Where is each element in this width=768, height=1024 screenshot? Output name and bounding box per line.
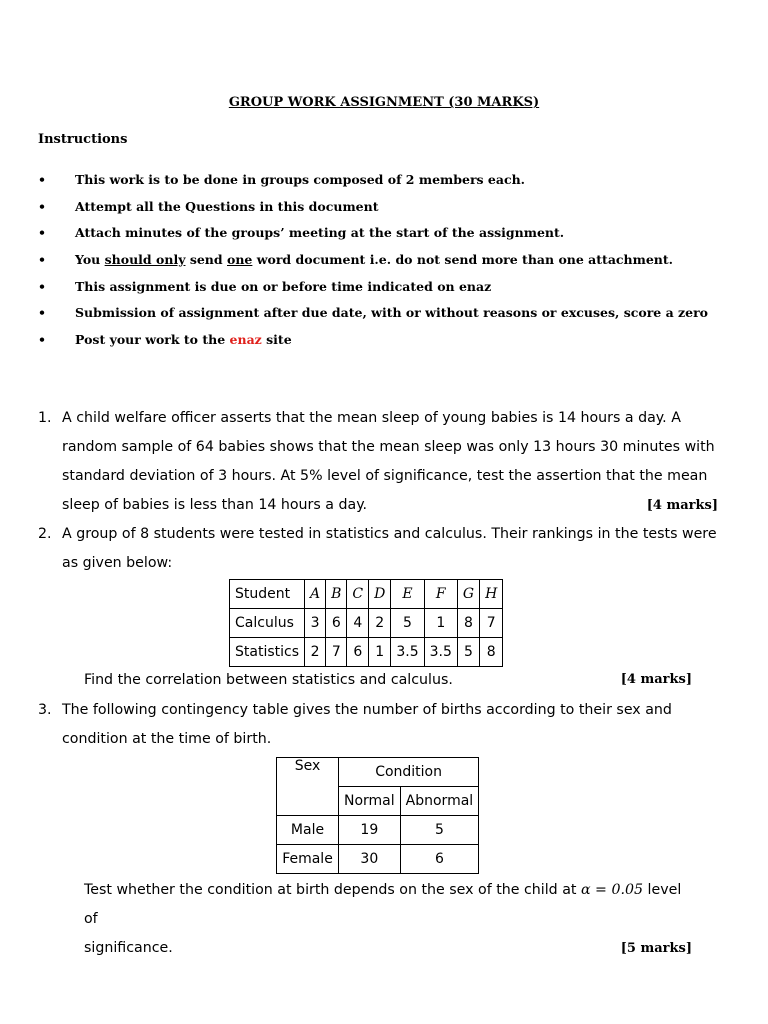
table-header-cell: C <box>347 580 369 609</box>
table-cell: Calculus <box>230 609 305 638</box>
table-cell: 3.5 <box>424 638 457 667</box>
table-cell: 5 <box>400 816 479 845</box>
table-header-cell: Sex <box>277 758 339 816</box>
table-cell: 1 <box>369 638 391 667</box>
rankings-table <box>229 579 503 667</box>
question-text: Test whether the condition at birth depends on the sex of the child at <box>84 882 581 898</box>
list-item: • Submission of assignment after due date, with or without reasons or excuses, score a zero <box>38 305 709 321</box>
contingency-table <box>276 757 479 874</box>
question-text: Find the correlation between statistics and calculus. <box>84 672 453 688</box>
question-3 <box>38 696 718 754</box>
table-cell: 7 <box>480 609 503 638</box>
bullet-icon: • <box>38 252 46 268</box>
question-2-instruction <box>84 672 692 688</box>
list-item: • Post your work to the enaz site <box>38 332 292 348</box>
question-3-instruction <box>84 876 692 963</box>
question-text: A child welfare officer asserts that the mean sleep of young babies is 14 hours a day. A random sample of 64 babies shows that the mean sleep was only 13 hours 30 minutes with standard deviation of 3 hours. At 5% level of significance, test the assertion that the mean sleep of babies is less than 14 hours a day. <box>62 410 715 513</box>
bullet-icon: • <box>38 198 46 214</box>
table-header-cell: Condition <box>339 758 479 787</box>
table-header-cell: F <box>424 580 457 609</box>
table-cell: 7 <box>326 638 347 667</box>
table-cell: 8 <box>480 638 503 667</box>
table-cell: 19 <box>339 816 401 845</box>
table-cell: 8 <box>457 609 479 638</box>
list-item: • This work is to be done in groups composed of 2 members each. <box>38 172 526 187</box>
table-header-cell: B <box>326 580 347 609</box>
table-header-cell: G <box>457 580 479 609</box>
table-header-cell: D <box>369 580 391 609</box>
table-cell: 6 <box>347 638 369 667</box>
question-1 <box>38 404 718 520</box>
question-text: significance. <box>84 940 173 956</box>
instructions-list <box>38 172 738 359</box>
bullet-icon: • <box>38 332 46 348</box>
table-header-cell: Student <box>230 580 305 609</box>
table-cell: 2 <box>305 638 326 667</box>
question-number: 1. <box>38 410 52 426</box>
question-text: level of <box>84 882 682 927</box>
list-item: • This assignment is due on or before time indicated on enaz <box>38 278 492 294</box>
table-cell: 30 <box>339 845 401 874</box>
table-cell: 4 <box>347 609 369 638</box>
table-cell: 6 <box>326 609 347 638</box>
table-cell: 2 <box>369 609 391 638</box>
marks-label: [5 marks] <box>620 941 692 956</box>
marks-label: [4 marks] <box>646 498 718 513</box>
table-cell: Male <box>277 816 339 845</box>
table-header-cell: Normal <box>339 787 401 816</box>
question-number: 3. <box>38 702 52 718</box>
table-header-cell: E <box>391 580 424 609</box>
question-text: The following contingency table gives the number of births according to their sex and condition at the time of birth. <box>62 702 672 747</box>
question-number: 2. <box>38 526 52 542</box>
question-text: A group of 8 students were tested in statistics and calculus. Their rankings in the tests were as given below: <box>62 526 717 571</box>
table-cell: 5 <box>457 638 479 667</box>
list-item: • You should only send one word document i.e. do not send more than one attachment. <box>38 252 674 268</box>
table-row <box>277 816 479 845</box>
instructions-heading: Instructions <box>38 132 128 147</box>
table-cell: Statistics <box>230 638 305 667</box>
table-cell: 1 <box>424 609 457 638</box>
table-header-cell: A <box>305 580 326 609</box>
alpha-value: α = 0.05 <box>580 882 644 898</box>
list-item: • Attach minutes of the groups’ meeting at the start of the assignment. <box>38 225 565 241</box>
bullet-icon: • <box>38 172 46 187</box>
table-cell: 3.5 <box>391 638 424 667</box>
table-row <box>277 845 479 874</box>
table-cell: 5 <box>391 609 424 638</box>
table-header-cell: Abnormal <box>400 787 479 816</box>
enaz-link-text: enaz <box>229 332 262 348</box>
table-header-cell: H <box>480 580 503 609</box>
bullet-icon: • <box>38 278 46 294</box>
list-item: • Attempt all the Questions in this document <box>38 198 379 214</box>
bullet-icon: • <box>38 305 46 321</box>
question-2 <box>38 520 718 578</box>
table-row <box>230 638 503 667</box>
table-cell: Female <box>277 845 339 874</box>
bullet-icon: • <box>38 225 46 241</box>
page-title: GROUP WORK ASSIGNMENT (30 MARKS) <box>228 95 540 110</box>
table-cell: 3 <box>305 609 326 638</box>
table-cell: 6 <box>400 845 479 874</box>
table-row <box>230 580 503 609</box>
table-row <box>277 758 479 787</box>
table-row <box>230 609 503 638</box>
marks-label: [4 marks] <box>620 672 692 687</box>
